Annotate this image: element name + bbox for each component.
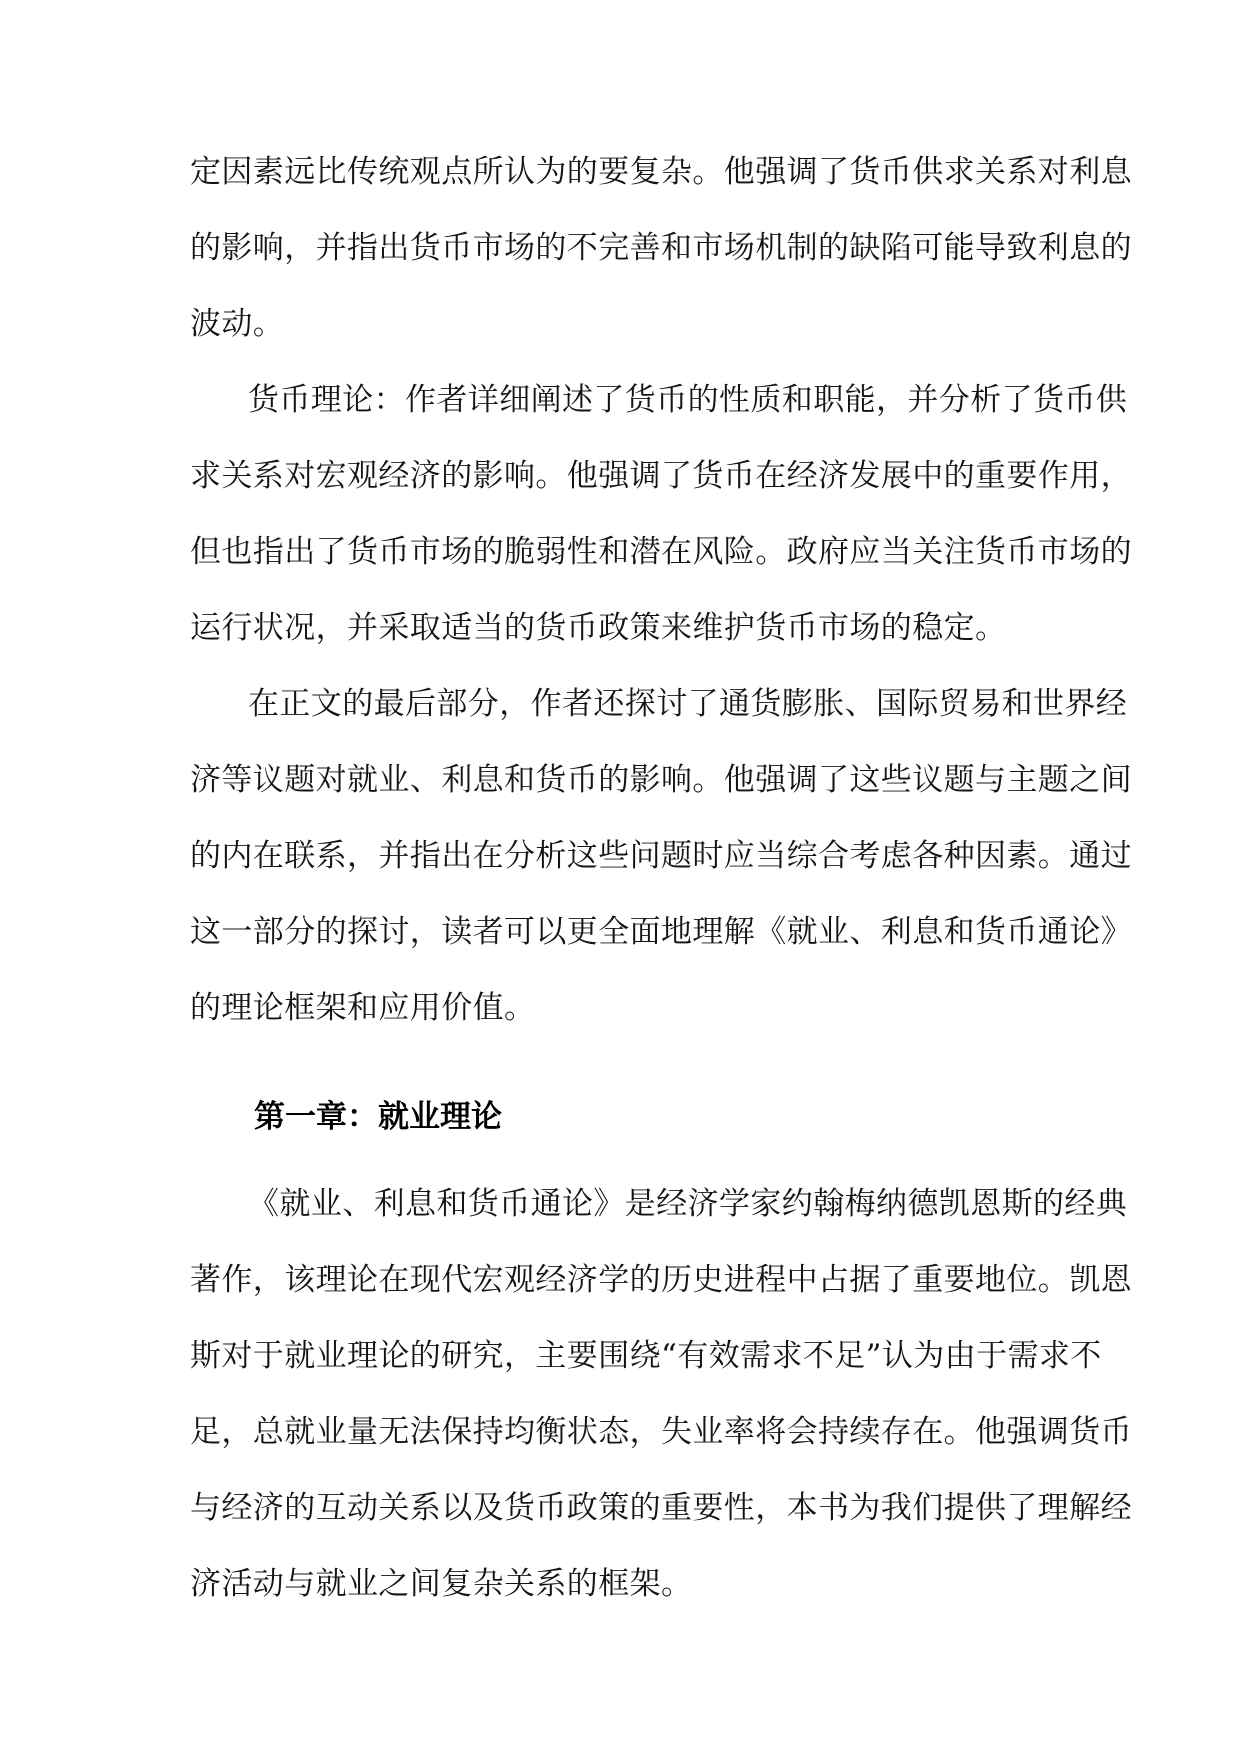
chapter-paragraph-line-5: 与经济的互动关系以及货币政策的重要性，本书为我们提供了理解经 xyxy=(190,1490,1132,1526)
paragraph-1-line-2: 的影响，并指出货币市场的不完善和市场机制的缺陷可能导致利息的 xyxy=(190,230,1132,266)
chapter-paragraph-line-4: 足，总就业量无法保持均衡状态，失业率将会持续存在。他强调货币 xyxy=(190,1414,1132,1450)
paragraph-1-line-3: 波动。 xyxy=(190,306,285,342)
paragraph-1-line-1: 定因素远比传统观点所认为的要复杂。他强调了货币供求关系对利息 xyxy=(190,154,1132,190)
chapter-paragraph-line-6: 济活动与就业之间复杂关系的框架。 xyxy=(190,1566,693,1602)
paragraph-3-line-5: 的理论框架和应用价值。 xyxy=(190,990,536,1026)
chapter-paragraph-line-2: 著作，该理论在现代宏观经济学的历史进程中占据了重要地位。凯恩 xyxy=(190,1262,1132,1298)
paragraph-2-line-2: 求关系对宏观经济的影响。他强调了货币在经济发展中的重要作用， xyxy=(190,458,1132,494)
paragraph-3-line-2: 济等议题对就业、利息和货币的影响。他强调了这些议题与主题之间 xyxy=(190,762,1132,798)
paragraph-3-line-4: 这一部分的探讨，读者可以更全面地理解《就业、利息和货币通论》 xyxy=(190,914,1132,950)
paragraph-2-line-1: 货币理论：作者详细阐述了货币的性质和职能，并分析了货币供 xyxy=(248,382,1128,418)
paragraph-3-line-3: 的内在联系，并指出在分析这些问题时应当综合考虑各种因素。通过 xyxy=(190,838,1132,874)
paragraph-2-line-4: 运行状况，并采取适当的货币政策来维护货币市场的稳定。 xyxy=(190,610,1007,646)
paragraph-3-line-1: 在正文的最后部分，作者还探讨了通货膨胀、国际贸易和世界经 xyxy=(248,686,1128,722)
paragraph-2-line-3: 但也指出了货币市场的脆弱性和潜在风险。政府应当关注货币市场的 xyxy=(190,534,1132,570)
chapter-paragraph-line-3: 斯对于就业理论的研究，主要围绕“有效需求不足”认为由于需求不 xyxy=(190,1338,1102,1374)
chapter-paragraph-line-1: 《就业、利息和货币通论》是经济学家约翰梅纳德凯恩斯的经典 xyxy=(248,1186,1128,1222)
chapter-heading: 第一章：就业理论 xyxy=(254,1099,502,1135)
